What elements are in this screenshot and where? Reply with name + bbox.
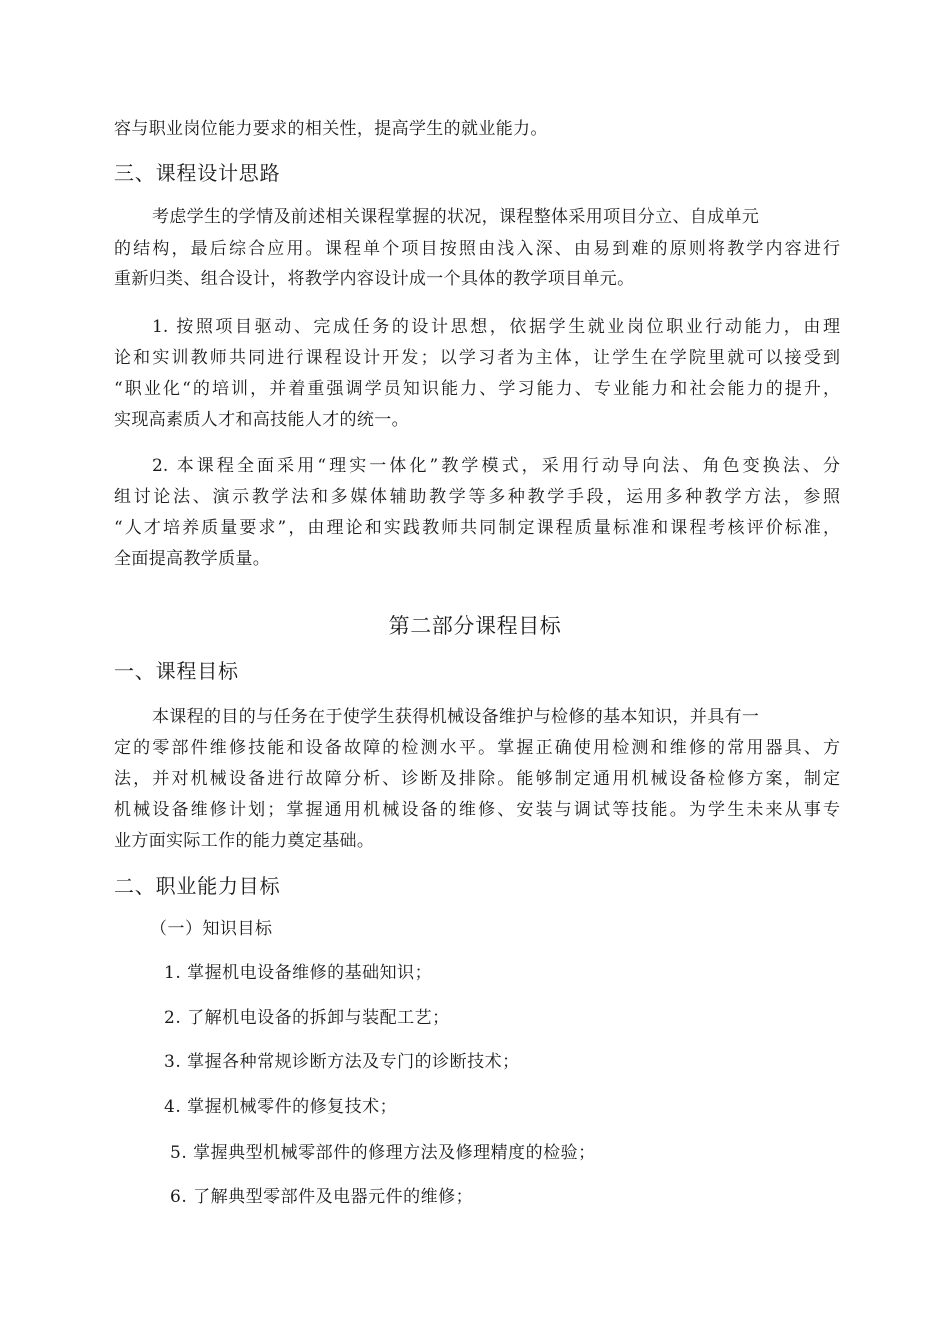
carryover-line: 容与职业岗位能力要求的相关性，提高学生的就业能力。 — [114, 119, 548, 139]
paragraph-line: “职业化“的培训，并着重强调学员知识能力、学习能力、专业能力和社会能力的提升， — [114, 379, 840, 399]
paragraph-line: 论和实训教师共同进行课程设计开发；以学习者为主体，让学生在学院里就可以接受到 — [114, 348, 840, 368]
paragraph-line: 机械设备维修计划；掌握通用机械设备的维修、安装与调试等技能。为学生未来从事专 — [114, 800, 840, 820]
section-heading-course-goals: 一、课程目标 — [114, 659, 239, 683]
paragraph-line: 定的零部件维修技能和设备故障的检测水平。掌握正确使用检测和维修的常用器具、方 — [114, 738, 840, 758]
paragraph-line: 业方面实际工作的能力奠定基础。 — [114, 831, 375, 851]
list-item: 6. 了解典型零部件及电器元件的维修； — [170, 1187, 474, 1207]
subsection-heading-knowledge: （一）知识目标 — [150, 919, 273, 939]
paragraph-line: “人才培养质量要求”，由理论和实践教师共同制定课程质量标准和课程考核评价标准， — [114, 518, 840, 538]
paragraph-line: 法，并对机械设备进行故障分析、诊断及排除。能够制定通用机械设备检修方案，制定 — [114, 769, 840, 789]
paragraph-line: 重新归类、组合设计，将教学内容设计成一个具体的教学项目单元。 — [114, 269, 635, 289]
paragraph-line: 全面提高教学质量。 — [114, 549, 271, 569]
paragraph-line: 的结构，最后综合应用。课程单个项目按照由浅入深、由易到难的原则将教学内容进行 — [114, 239, 840, 259]
paragraph-line: 考虑学生的学情及前述相关课程掌握的状况，课程整体采用项目分立、自成单元 — [152, 207, 760, 227]
list-item: 1. 掌握机电设备维修的基础知识； — [164, 963, 433, 983]
section-heading-course-design: 三、课程设计思路 — [114, 161, 281, 185]
paragraph-line: 组讨论法、演示教学法和多媒体辅助教学等多种教学手段，运用多种教学方法，参照 — [114, 487, 840, 507]
paragraph-line: 2. 本课程全面采用“理实一体化”教学模式，采用行动导向法、角色变换法、分 — [152, 456, 840, 476]
list-item: 5. 掌握典型机械零部件的修理方法及修理精度的检验； — [170, 1143, 596, 1163]
list-item: 3. 掌握各种常规诊断方法及专门的诊断技术； — [164, 1052, 520, 1072]
list-item: 2. 了解机电设备的拆卸与装配工艺； — [164, 1008, 450, 1028]
paragraph-line: 实现高素质人才和高技能人才的统一。 — [114, 410, 409, 430]
part-title: 第二部分课程目标 — [388, 614, 562, 638]
paragraph-line: 本课程的目的与任务在于使学生获得机械设备维护与检修的基本知识，并具有一 — [152, 707, 760, 727]
list-item: 4. 掌握机械零件的修复技术； — [164, 1097, 398, 1117]
paragraph-line: 1. 按照项目驱动、完成任务的设计思想，依据学生就业岗位职业行动能力，由理 — [152, 317, 840, 337]
section-heading-vocational-ability: 二、职业能力目标 — [114, 874, 281, 898]
